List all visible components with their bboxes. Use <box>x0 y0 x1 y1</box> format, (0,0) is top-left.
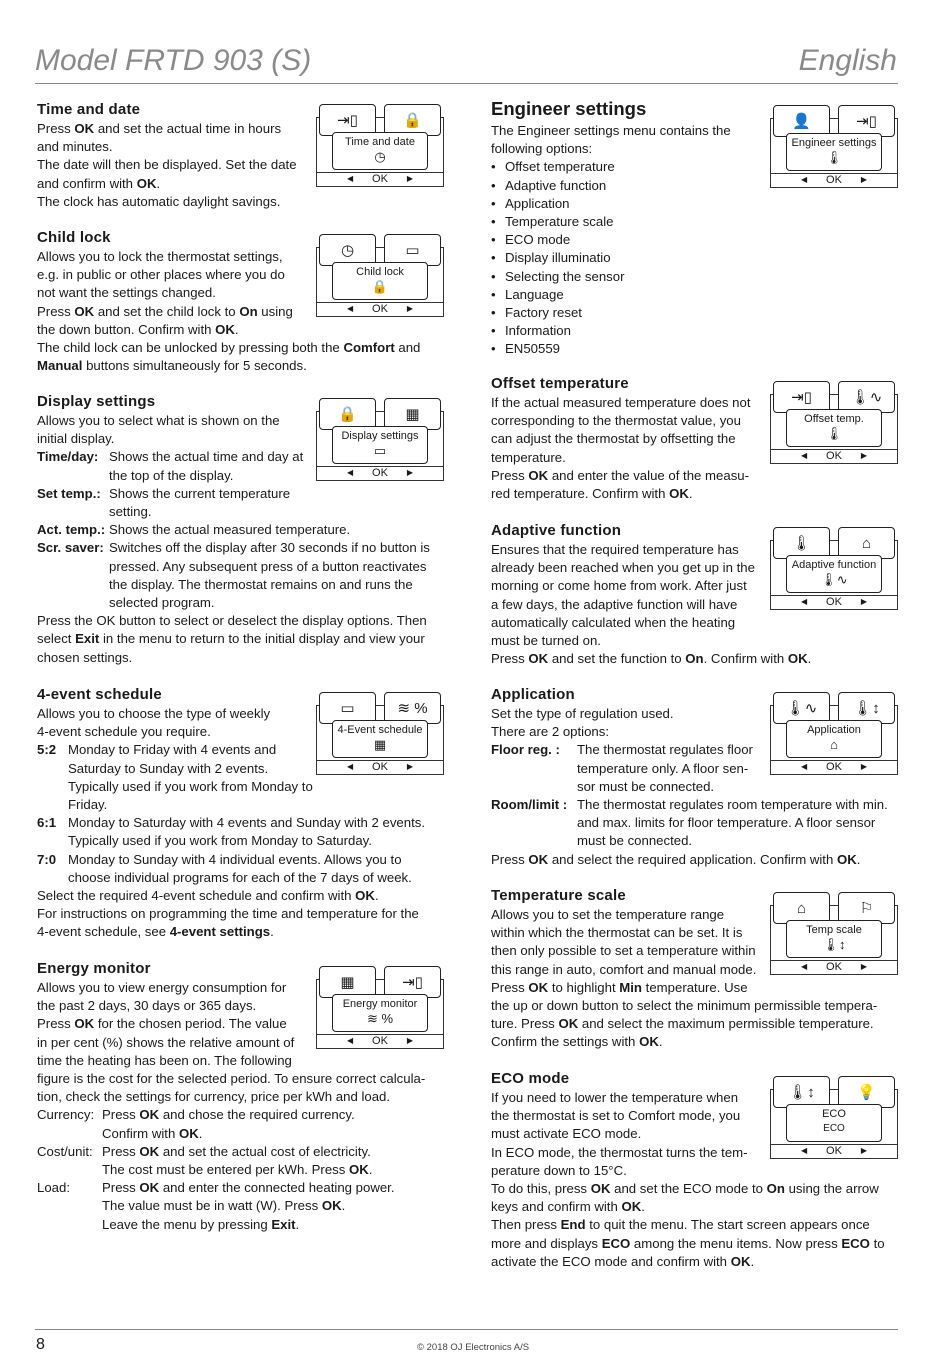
section-title: 4-event schedule <box>37 686 162 703</box>
section-display-settings: Display settings Allows you to select what is shown on the initial display. Time/day: Shows the actual time and day at the top of the display. Set temp.: Shows the current temperature setting. Act. temp.: Shows the actual measured temperature. Scr. saver: Switches off the display after 30 seconds if no button is pressed. Any subsequent press of a button reactivates the display. The thermostat remains on and runs the selected program. Press the OK button to select or deselect the display options. Then select Exit in the menu to return to the initial display and view your chosen settings. <box>37 393 442 667</box>
device-screen-4-event-schedule: ▭ ≋ % 4-Event schedule ▦ ◀ OK ▶ <box>316 692 444 774</box>
display-icon: ▭ <box>373 443 387 458</box>
thermometer-scale-icon: 🌡↕ <box>838 692 895 724</box>
house-icon: ⌂ <box>773 892 830 924</box>
list-item: • Application <box>505 195 771 213</box>
device-screen-time-date: ⇥▯ 🔒 Time and date ◷ ◀ OK ▶ <box>316 104 444 186</box>
list-item: • Temperature scale <box>505 213 771 231</box>
list-item: • Language <box>505 286 771 304</box>
heat-percent-icon: ≋ % <box>384 692 441 724</box>
footer-divider <box>35 1329 898 1330</box>
display-icon: ▭ <box>384 234 441 266</box>
thermometer-graph-icon: 🌡∿ <box>820 572 848 587</box>
device-screen-adaptive-function: 🌡 ⌂ Adaptive function 🌡∿ ◀ OK ▶ <box>770 527 898 609</box>
list-item: • Information <box>505 322 771 340</box>
thermometer-icon: 🌡 <box>773 527 830 559</box>
engineer-options-list <box>491 158 771 358</box>
page-number: 8 <box>36 1336 45 1353</box>
section-title: Temperature scale <box>491 887 626 904</box>
device-screen-offset-temp: ⇥▯ 🌡∿ Offset temp. 🌡 ◀ OK ▶ <box>770 381 898 463</box>
section-title: ECO mode <box>491 1070 570 1087</box>
copyright: © 2018 OJ Electronics A/S <box>417 1342 530 1353</box>
list-item: • Selecting the sensor <box>505 268 771 286</box>
device-screen-application: 🌡∿ 🌡↕ Application ⌂ ◀ OK ▶ <box>770 692 898 774</box>
flag-icon: ⚐ <box>838 892 895 924</box>
calendar-grid-icon: ▦ <box>373 737 387 752</box>
section-title: Offset temperature <box>491 375 629 392</box>
device-screen-energy-monitor: ▦ ⇥▯ Energy monitor ≋ % ◀ OK ▶ <box>316 966 444 1048</box>
exit-icon: ⇥▯ <box>773 381 830 413</box>
thermometer-scale-icon: 🌡↕ <box>773 1076 830 1108</box>
calendar-grid-icon: ▦ <box>384 398 441 430</box>
clock-icon: ◷ <box>319 234 376 266</box>
calendar-grid-icon: ▦ <box>319 966 376 998</box>
section-offset-temperature: Offset temperature If the actual measured temperature does not corresponding to the thermostat value, you can adjust the thermostat by offsetting the temperature. Press OK and enter the value of the measu- red temperature. Confirm with OK. <box>491 375 771 503</box>
device-screen-temp-scale: ⌂ ⚐ Temp scale 🌡↕ ◀ OK ▶ <box>770 892 898 974</box>
device-screen-engineer-settings: 👤 ⇥▯ Engineer settings 🌡 ◀ OK ▶ <box>770 105 898 187</box>
header-divider <box>35 83 898 84</box>
section-adaptive-function: Adaptive function Ensures that the required temperature has already been reached when you get up in the morning or come home from work. After just a few days, the adaptive function will have automatically calculated when the heating must be turned on. Press OK and set the function to On. Confirm with OK. <box>491 522 896 668</box>
section-title: Time and date <box>37 101 141 118</box>
list-item: • Display illuminatio <box>505 249 771 267</box>
section-energy-monitor: Energy monitor Allows you to view energy consumption for the past 2 days, 30 days or 365 days. Press OK for the chosen period. The value in per cent (%) shows the relative amount of time the heating has been on. The following figure is the cost for the selected period. To ensure correct calcula- tion, check the settings for currency, price per kWh and load. Currency: Press OK and chose the required currency. Confirm with OK. Cost/unit: Press OK and set the actual cost of electricity. The cost must be entered per kWh. Press OK. Load: Press OK and enter the connected heating power. The value must be in watt (W). Press OK. Leave the menu by pressing Exit. <box>37 960 442 1234</box>
list-item: • Adaptive function <box>505 177 771 195</box>
device-screen-display-settings: 🔒 ▦ Display settings ▭ ◀ OK ▶ <box>316 398 444 480</box>
thermometer-graph-icon: 🌡∿ <box>773 692 830 724</box>
engineer-icon: 👤 <box>773 105 830 137</box>
section-application: Application Set the type of regulation used. There are 2 options: Floor reg. : The thermostat regulates floor temperature only. A floor sen- sor must be connected. Room/limit : The thermostat regulates room temperature with min. and max. limits for floor temperature. A floor sensor must be connected. Press OK and select the required application. Confirm with OK. <box>491 686 901 869</box>
section-title: Energy monitor <box>37 960 151 977</box>
lock-icon: 🔒 <box>319 398 376 430</box>
section-time-date: Time and date Press OK and set the actual time in hours and minutes. The date will then be displayed. Set the date and confirm with OK. The clock has automatic daylight savings. <box>37 101 317 211</box>
list-item: • Factory reset <box>505 304 771 322</box>
section-title: Child lock <box>37 229 111 246</box>
exit-icon: ⇥▯ <box>319 104 376 136</box>
house-icon: ⌂ <box>830 737 838 752</box>
section-title: Engineer settings <box>491 98 647 119</box>
device-screen-child-lock: ◷ ▭ Child lock 🔒 ◀ OK ▶ <box>316 234 444 316</box>
list-item: • EN50559 <box>505 340 771 358</box>
section-4-event-schedule: 4-event schedule Allows you to choose the type of weekly 4-event schedule you require. 5:2 Monday to Friday with 4 events and Saturday to Sunday with 2 events. Typically used if you work from Monday to Friday. 6:1 Monday to Saturday with 4 events and Sunday with 2 events. Typically used if you work from Monday to Saturday. 7:0 Monday to Sunday with 4 individual events. Allows you to choose individual programs for each of the 7 days of week. Select the required 4-event schedule and confirm with OK. For instructions on programming the time and temperature for the 4-event schedule, see 4-event settings. <box>37 686 442 942</box>
thermometer-icon: 🌡 <box>825 426 843 441</box>
thermometer-graph-icon: 🌡∿ <box>838 381 895 413</box>
eco-label: ECO <box>823 1123 845 1134</box>
language-label: English <box>798 44 897 77</box>
thermometer-scale-icon: 🌡↕ <box>822 937 846 952</box>
section-title: Display settings <box>37 393 156 410</box>
exit-icon: ⇥▯ <box>838 105 895 137</box>
lock-icon: 🔒 <box>384 104 441 136</box>
section-engineer-settings: Engineer settings The Engineer settings menu contains the following options: • Offset temperature • Adaptive function • Application • Temperature scale • ECO mode • Display illuminatio • Selecting the sensor • Language • Factory reset • Information • EN50559 <box>491 98 771 359</box>
clock-icon: ◷ <box>374 149 386 164</box>
list-item: • Offset temperature <box>505 158 771 176</box>
exit-icon: ⇥▯ <box>384 966 441 998</box>
device-screen-eco: 🌡↕ 💡 ECO ECO ◀ OK ▶ <box>770 1076 898 1158</box>
heat-percent-icon: ≋ % <box>366 1011 394 1026</box>
section-child-lock: Child lock Allows you to lock the thermostat settings, e.g. in public or other places where you do not want the settings changed. Press OK and set the child lock to On using the down button. Confirm with OK. The child lock can be unlocked by pressing both the Comfort and Manual buttons simultaneously for 5 seconds. <box>37 229 437 375</box>
display-icon: ▭ <box>319 692 376 724</box>
section-eco-mode: ECO mode If you need to lower the temperature when the thermostat is set to Comfort mode, you must activate ECO mode. In ECO mode, the thermostat turns the tem- perature down to 15°C. To do this, press OK and set the ECO mode to On using the arrow keys and confirm with OK. Then press End to quit the menu. The start screen appears once more and displays ECO among the menu items. Now press ECO to activate the ECO mode and confirm with OK. <box>491 1070 901 1271</box>
section-title: Adaptive function <box>491 522 622 539</box>
thermometer-icon: 🌡 <box>825 150 843 165</box>
list-item: • ECO mode <box>505 231 771 249</box>
lock-icon: 🔒 <box>371 279 389 294</box>
house-icon: ⌂ <box>838 527 895 559</box>
lightbulb-icon: 💡 <box>838 1076 895 1108</box>
section-temperature-scale: Temperature scale Allows you to set the temperature range within which the thermostat can be set. It is then only possible to set a temperature within this range in auto, comfort and manual mode. Press OK to highlight Min temperature. Use the up or down button to select the minimum permissible tempera- ture. Press OK and select the maximum permissible temperature. Confirm the settings with OK. <box>491 887 901 1052</box>
section-title: Application <box>491 686 575 703</box>
document-title: Model FRTD 903 (S) <box>35 44 312 77</box>
